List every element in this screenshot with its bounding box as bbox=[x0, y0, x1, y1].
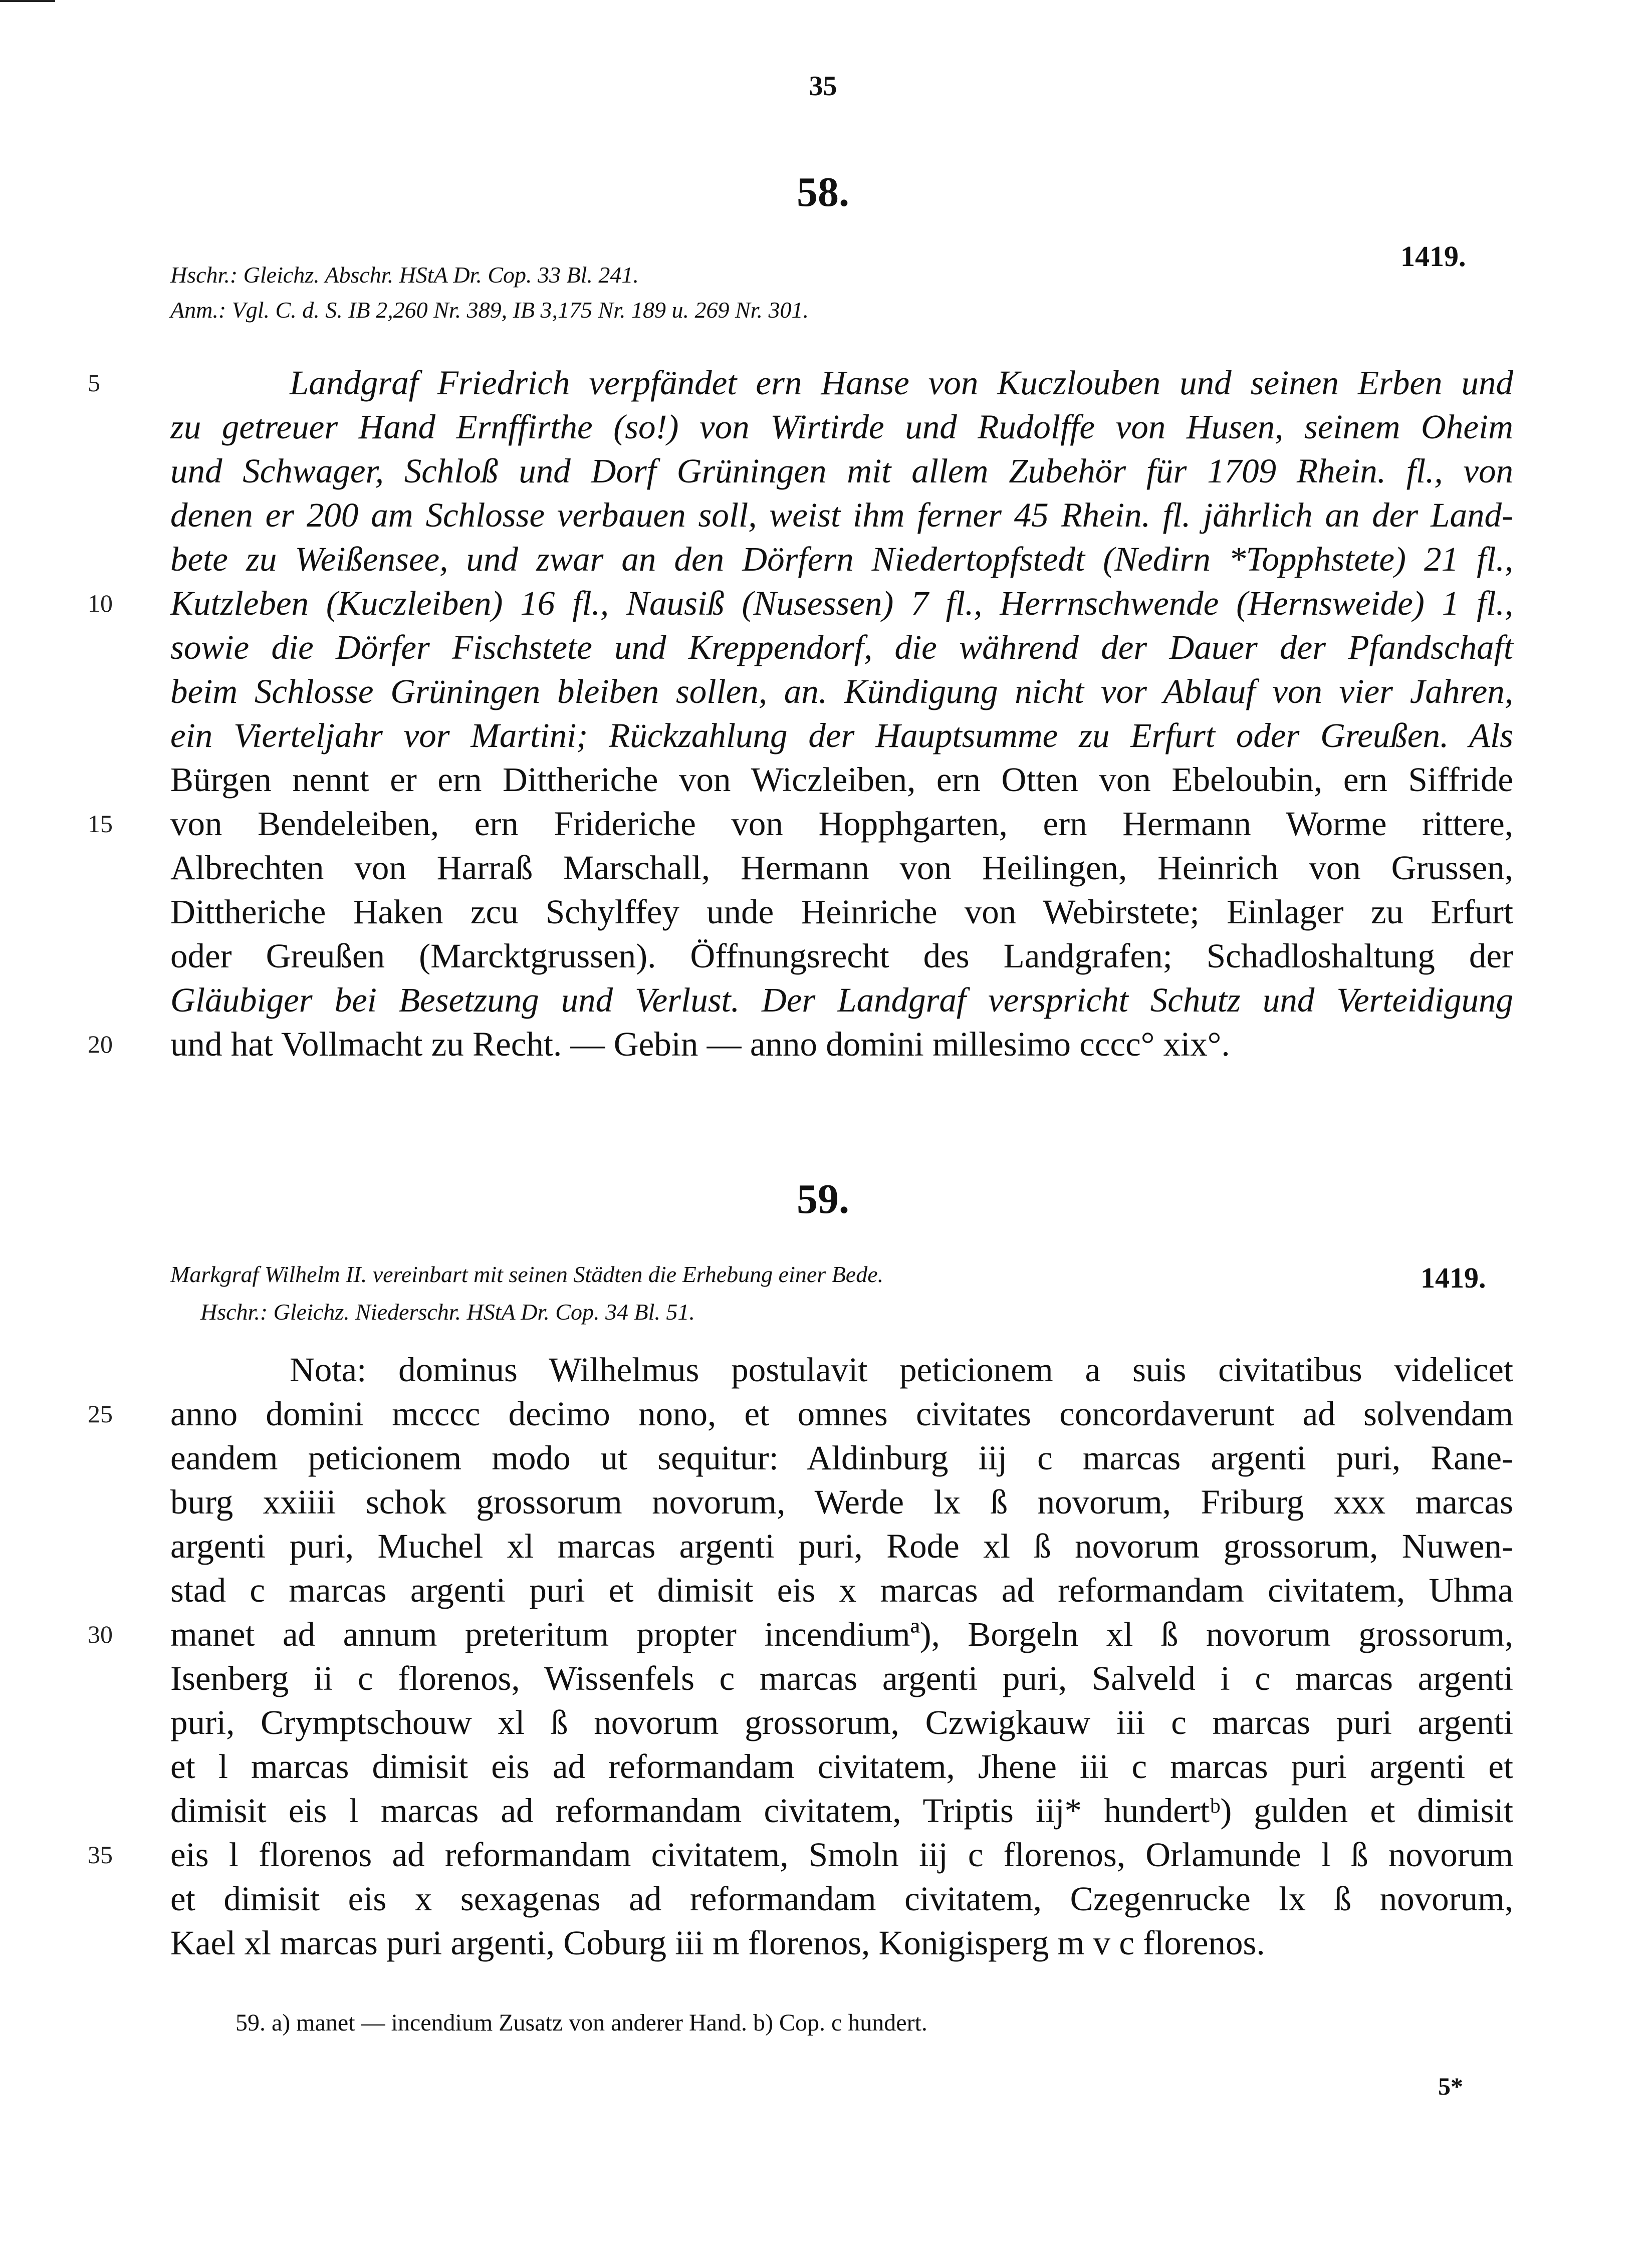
line-number-15: 15 bbox=[88, 810, 113, 838]
text-line: anno domini mcccc decimo nono, et omnes civitates concordaverunt ad solvendam bbox=[170, 1395, 1513, 1433]
text-line: Bürgen nennt er ern Dittheriche von Wiczleiben, ern Otten von Ebeloubin, ern Siffride bbox=[170, 761, 1513, 799]
text-line: und Schwager, Schloß und Dorf Grüningen mit allem Zubehör für 1709 Rhein. fl., von bbox=[170, 452, 1513, 490]
text-line: manet ad annum preteritum propter incendiumª), Borgeln xl ß novorum grossorum, bbox=[170, 1615, 1513, 1653]
document-58-year: 1419. bbox=[1400, 240, 1466, 273]
document-58-number: 58. bbox=[797, 169, 849, 215]
footnote: 59. a) manet — incendium Zusatz von anderer Hand. b) Cop. c hundert. bbox=[236, 2009, 927, 2036]
text-line: Landgraf Friedrich verpfändet ern Hanse von Kuczlouben und seinen Erben und bbox=[290, 364, 1513, 402]
text-line: Gläubiger bei Besetzung und Verlust. Der Landgraf verspricht Schutz und Verteidigung bbox=[170, 981, 1513, 1019]
text-line: Kutzleben (Kuczleiben) 16 fl., Nausiß (Nusessen) 7 fl., Herrnschwende (Hernsweide) 1 fl., bbox=[170, 584, 1513, 622]
text-line: Nota: dominus Wilhelmus postulavit peticionem a suis civitatibus videlicet bbox=[290, 1351, 1513, 1389]
text-line: ein Vierteljahr vor Martini; Rückzahlung der Hauptsumme zu Erfurt oder Greußen. Als bbox=[170, 716, 1513, 754]
text-line: et l marcas dimisit eis ad reformandam civitatem, Jhene iii c marcas puri argenti et bbox=[170, 1747, 1513, 1786]
text-line: burg xxiiii schok grossorum novorum, Werde lx ß novorum, Friburg xxx marcas bbox=[170, 1483, 1513, 1521]
text-line: et dimisit eis x sexagenas ad reformandam civitatem, Czegenrucke lx ß novorum, bbox=[170, 1880, 1513, 1918]
text-line: und hat Vollmacht zu Recht. — Gebin — anno domini millesimo cccc° xix°. bbox=[170, 1025, 1230, 1063]
top-edge-rule bbox=[0, 0, 55, 2]
line-number-5: 5 bbox=[88, 369, 100, 397]
text-line: stad c marcas argenti puri et dimisit eis x marcas ad reformandam civitatem, Uhma bbox=[170, 1571, 1513, 1609]
text-line: Dittheriche Haken zcu Schylffey unde Heinriche von Webirstete; Einlager zu Erfurt bbox=[170, 893, 1513, 931]
text-line: eandem peticionem modo ut sequitur: Aldinburg iij c marcas argenti puri, Rane- bbox=[170, 1439, 1513, 1477]
text-line: Albrechten von Harraß Marschall, Hermann von Heilingen, Heinrich von Grussen, bbox=[170, 849, 1513, 887]
text-line: zu getreuer Hand Ernffirthe (so!) von Wirtirde und Rudolffe von Husen, seinem Oheim bbox=[170, 408, 1513, 446]
document-58-annotation: Anm.: Vgl. C. d. S. IB 2,260 Nr. 389, IB 3,175 Nr. 189 u. 269 Nr. 301. bbox=[170, 297, 809, 323]
document-59-summary: Markgraf Wilhelm II. vereinbart mit seinen Städten die Erhebung einer Bede. bbox=[170, 1262, 884, 1287]
line-number-20: 20 bbox=[88, 1030, 113, 1058]
text-line: Isenberg ii c florenos, Wissenfels c marcas argenti puri, Salveld i c marcas argenti bbox=[170, 1659, 1513, 1697]
line-number-25: 25 bbox=[88, 1400, 113, 1428]
text-line: puri, Crymptschouw xl ß novorum grossorum, Czwigkauw iii c marcas puri argenti bbox=[170, 1703, 1513, 1741]
page-number: 35 bbox=[809, 71, 837, 102]
document-59-year: 1419. bbox=[1421, 1262, 1486, 1294]
text-line: von Bendeleiben, ern Frideriche von Hopphgarten, ern Hermann Worme rittere, bbox=[170, 805, 1513, 843]
document-59-number: 59. bbox=[797, 1176, 849, 1222]
line-number-30: 30 bbox=[88, 1620, 113, 1648]
document-59-source: Hschr.: Gleichz. Niederschr. HStA Dr. Cop. 34 Bl. 51. bbox=[200, 1299, 695, 1325]
document-58-source: Hschr.: Gleichz. Abschr. HStA Dr. Cop. 33 Bl. 241. bbox=[170, 262, 639, 288]
signature-mark: 5* bbox=[1438, 2072, 1463, 2100]
text-line: eis l florenos ad reformandam civitatem, Smoln iij c florenos, Orlamunde l ß novorum bbox=[170, 1836, 1513, 1874]
text-line: bete zu Weißensee, und zwar an den Dörfern Niedertopfstedt (Nedirn *Topphstete) 21 fl., bbox=[170, 540, 1513, 578]
text-line: argenti puri, Muchel xl marcas argenti puri, Rode xl ß novorum grossorum, Nuwen- bbox=[170, 1527, 1513, 1565]
text-line: Kael xl marcas puri argenti, Coburg iii m florenos, Konigisperg m v c florenos. bbox=[170, 1924, 1265, 1962]
line-number-10: 10 bbox=[88, 589, 113, 617]
text-line: denen er 200 am Schlosse verbauen soll, weist ihm ferner 45 Rhein. fl. jährlich an der Land- bbox=[170, 496, 1513, 534]
line-number-35: 35 bbox=[88, 1841, 113, 1869]
text-line: oder Greußen (Marcktgrussen). Öffnungsrecht des Landgrafen; Schadloshaltung der bbox=[170, 937, 1513, 975]
text-line: beim Schlosse Grüningen bleiben sollen, an. Kündigung nicht vor Ablauf von vier Jahren, bbox=[170, 672, 1513, 710]
text-line: sowie die Dörfer Fischstete und Kreppendorf, die während der Dauer der Pfandschaft bbox=[170, 628, 1513, 666]
text-line: dimisit eis l marcas ad reformandam civitatem, Triptis iij* hundertᵇ) gulden et dimisit bbox=[170, 1792, 1513, 1830]
